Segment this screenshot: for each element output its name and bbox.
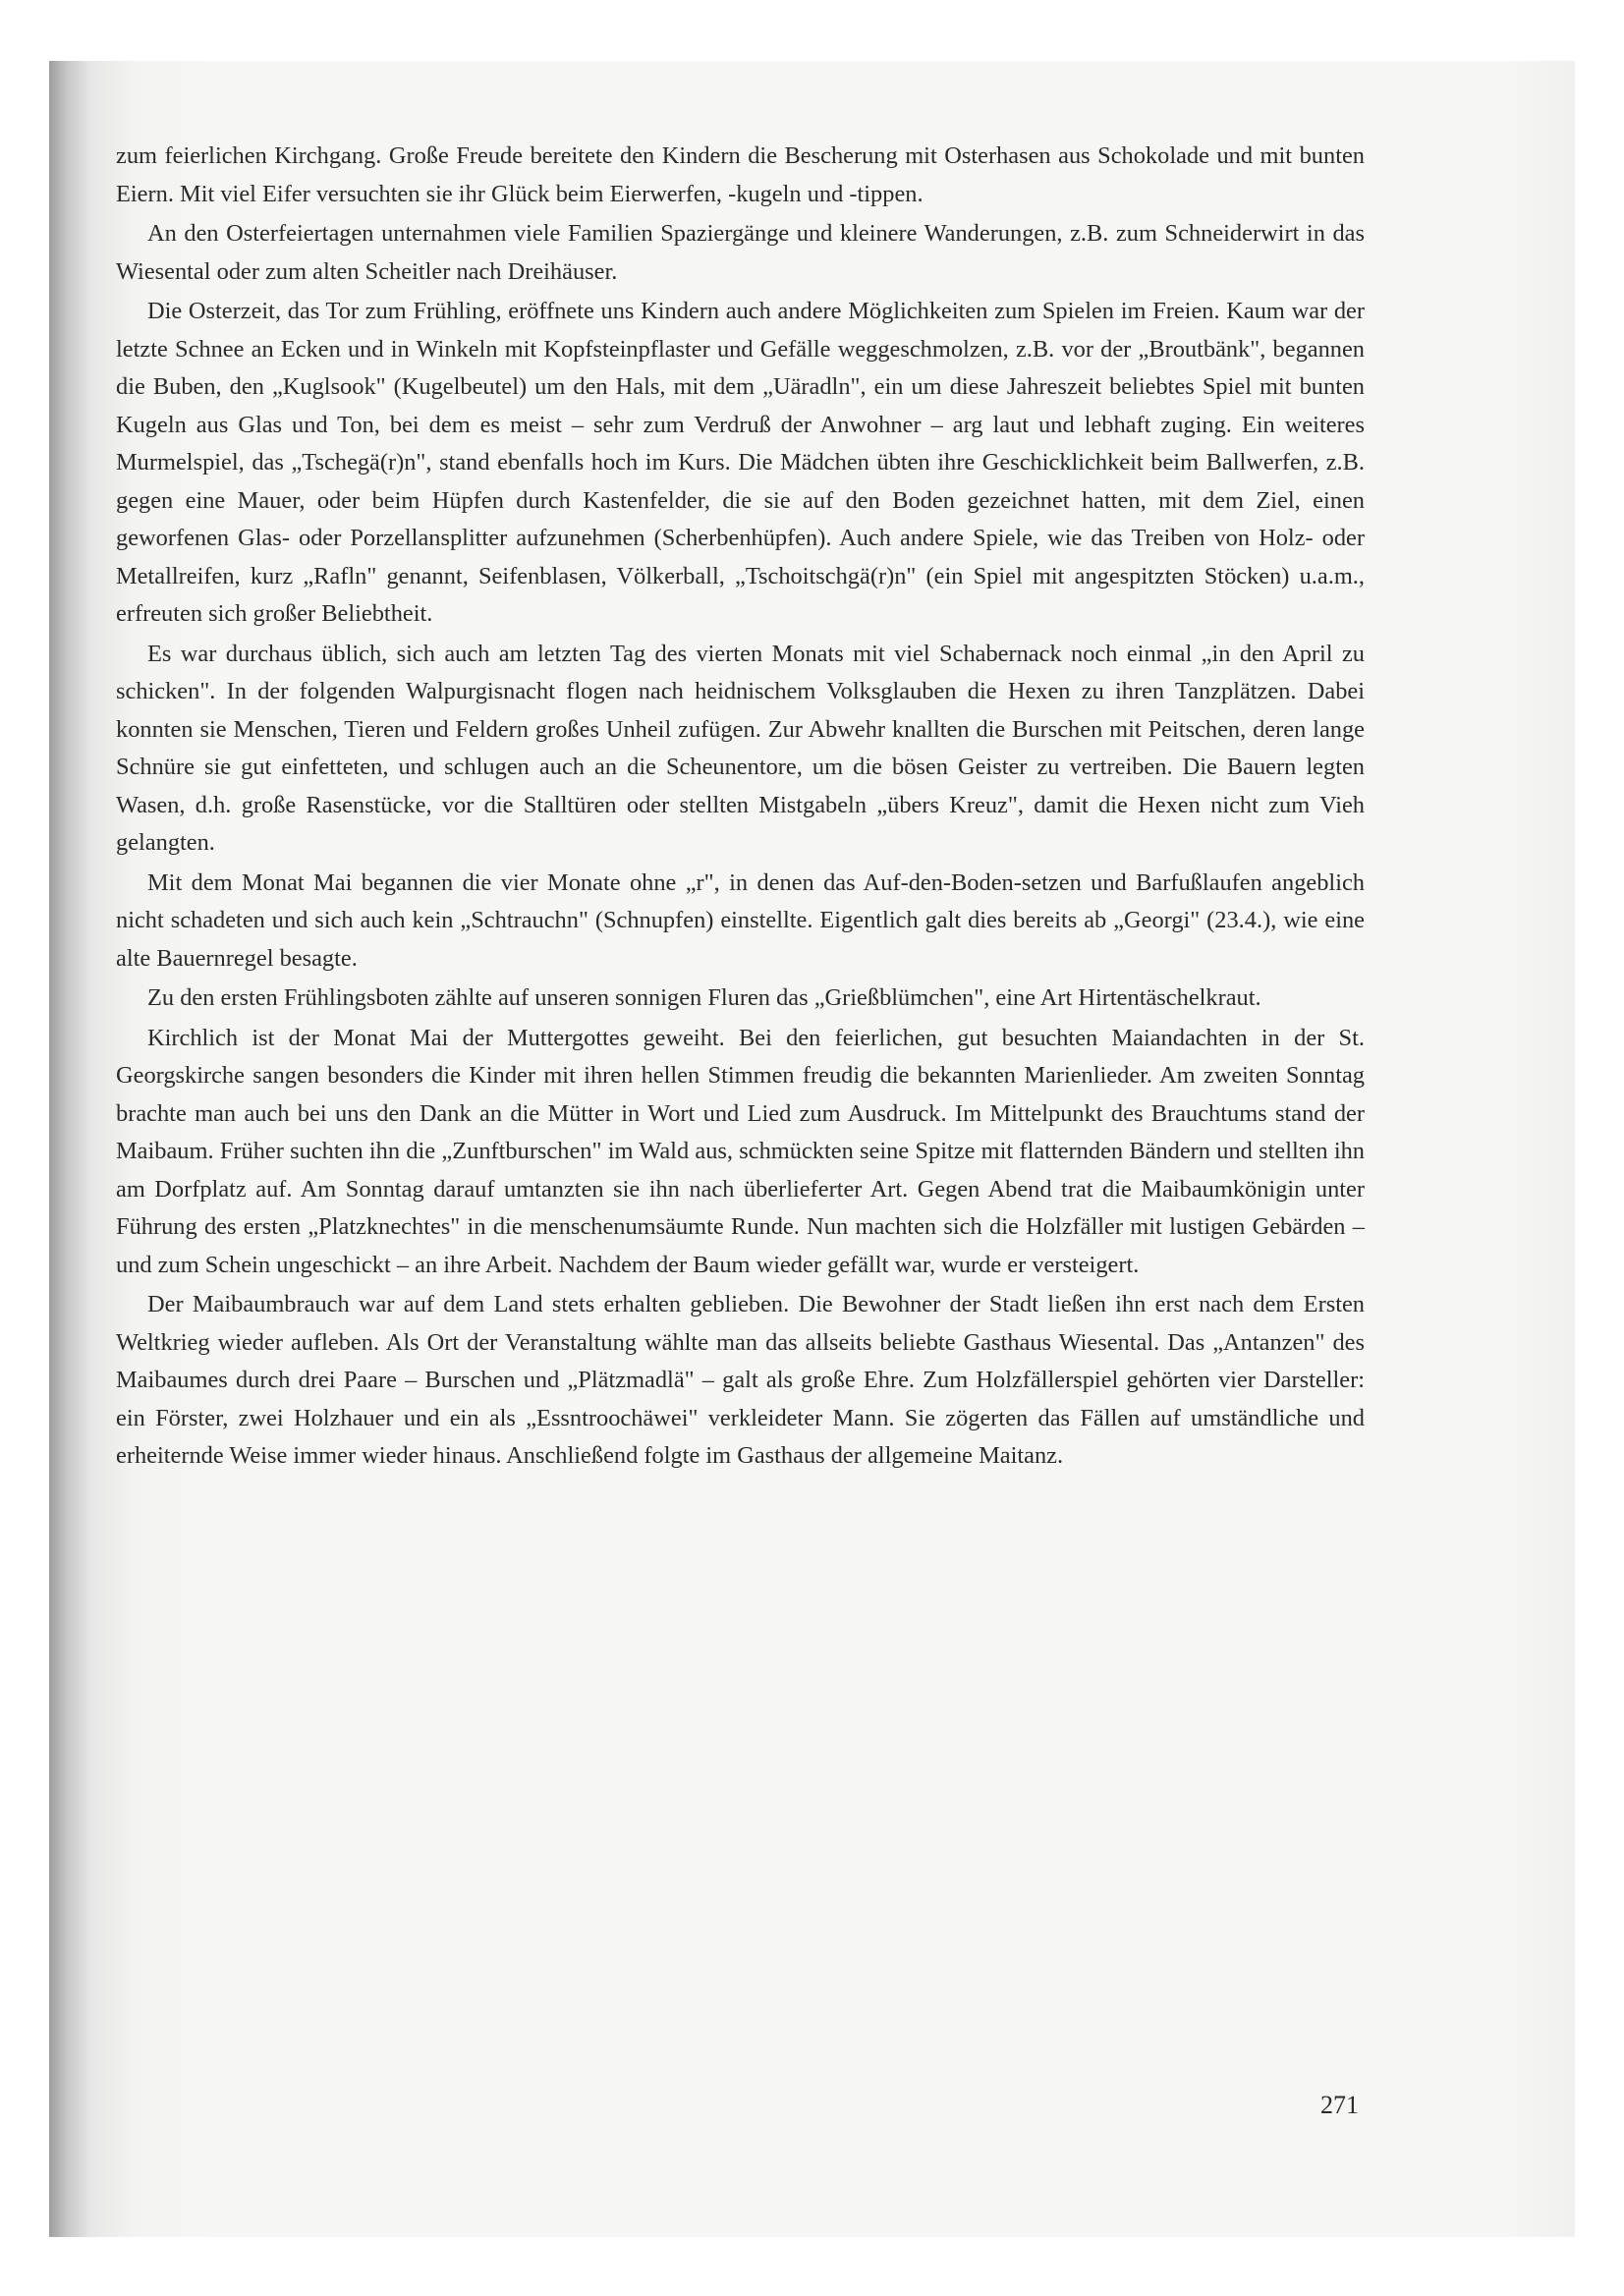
paragraph: Es war durchaus üblich, sich auch am letzten Tag des vierten Monats mit viel Schabernack noch einmal „in den April zu schicken". In der folgenden Walpurgisnacht flogen nach heidnischem Volksglauben die Hexen zu ihren Tanzplätzen. Dabei konnten sie Menschen, Tieren und Feldern großes Unheil zufügen. Zur Abwehr knallten die Burschen mit Peitschen, deren lange Schnüre sie gut einfetteten, und schlugen auch an die Scheunentore, um die bösen Geister zu vertreiben. Die Bauern legten Wasen, d.h. große Rasenstücke, vor die Stalltüren oder stellten Mistgabeln „übers Kreuz", damit die Hexen nicht zum Vieh gelangten. — [116, 640, 1365, 856]
paragraph: Die Osterzeit, das Tor zum Frühling, eröffnete uns Kindern auch andere Möglichkeiten zum Spielen im Freien. Kaum war der letzte Schnee an Ecken und in Winkeln mit Kopfsteinpflaster und Gefälle weggeschmolzen, z.B. vor der „Broutbänk", begannen die Buben, den „Kuglsook" (Kugelbeutel) um den Hals, mit dem „Uäradln", ein um diese Jahreszeit beliebtes Spiel mit bunten Kugeln aus Glas und Ton, bei dem es meist – sehr zum Verdruß der Anwohner – arg laut und lebhaft zuging. Ein weiteres Murmelspiel, das „Tschegä(r)n", stand ebenfalls hoch im Kurs. Die Mädchen übten ihre Geschicklichkeit beim Ballwerfen, z.B. gegen eine Mauer, oder beim Hüpfen durch Kastenfelder, die sie auf den Boden gezeichnet hatten, mit dem Ziel, einen geworfenen Glas- oder Porzellansplitter aufzunehmen (Scherbenhüpfen). Auch andere Spiele, wie das Treiben von Holz- oder Metallreifen, kurz „Rafln" genannt, Seifenblasen, Völkerball, „Tschoitschgä(r)n" (ein Spiel mit angespitzten Stöcken) u.a.m., erfreuten sich großer Beliebtheit. — [116, 298, 1365, 627]
body-text — [116, 138, 1365, 1478]
paragraph: An den Osterfeiertagen unternahmen viele Familien Spaziergänge und kleinere Wanderungen, z.B. zum Schneiderwirt in das Wiesental oder zum alten Scheitler nach Dreihäuser. — [116, 220, 1365, 285]
paragraph: Mit dem Monat Mai begannen die vier Monate ohne „r", in denen das Auf-den-Boden-setzen und Barfußlaufen angeblich nicht schadeten und sich auch kein „Schtrauchn" (Schnupfen) einstellte. Eigentlich galt dies bereits ab „Georgi" (23.4.), wie eine alte Bauernregel besagte. — [116, 868, 1365, 972]
paragraph: Kirchlich ist der Monat Mai der Muttergottes geweiht. Bei den feierlichen, gut besuchten Maiandachten in der St. Georgskirche sangen besonders die Kinder mit ihren hellen Stimmen freudig die bekannten Marienlieder. Am zweiten Sonntag brachte man auch bei uns den Dank an die Mütter in Wort und Lied zum Ausdruck. Im Mittelpunkt des Brauchtums stand der Maibaum. Früher suchten ihn die „Zunftburschen" im Wald aus, schmückten seine Spitze mit flatternden Bändern und stellten ihn am Dorfplatz auf. Am Sonntag darauf umtanzten sie ihn nach überlieferter Art. Gegen Abend trat die Maibaumkönigin unter Führung des ersten „Platzknechtes" in die menschenumsäumte Runde. Nun machten sich die Holzfäller mit lustigen Gebärden – und zum Schein ungeschickt – an ihre Arbeit. Nachdem der Baum wieder gefällt war, wurde er versteigert. — [116, 1024, 1365, 1278]
paragraph: Der Maibaumbrauch war auf dem Land stets erhalten geblieben. Die Bewohner der Stadt ließen ihn erst nach dem Ersten Weltkrieg wieder aufleben. Als Ort der Veranstaltung wählte man das allseits beliebte Gasthaus Wiesental. Das „Antanzen" des Maibaumes durch drei Paare – Burschen und „Plätzmadlä" – galt als große Ehre. Zum Holzfällerspiel gehörten vier Darsteller: ein Förster, zwei Holzhauer und ein als „Essntroochäwei" verkleideter Mann. Sie zögerten das Fällen auf umständliche und erheiternde Weise immer wieder hinaus. Anschließend folgte im Gasthaus der allgemeine Maitanz. — [116, 1291, 1365, 1469]
paragraph: Zu den ersten Frühlingsboten zählte auf unseren sonnigen Fluren das „Grießblümchen", eine Art Hirtentäschelkraut. — [147, 984, 1261, 1011]
page-number: 271 — [1320, 2091, 1359, 2119]
paragraph: zum feierlichen Kirchgang. Große Freude bereitete den Kindern die Bescherung mit Osterhasen aus Schokolade und mit bunten Eiern. Mit viel Eifer versuchten sie ihr Glück beim Eierwerfen, -kugeln und -tippen. — [116, 142, 1365, 207]
